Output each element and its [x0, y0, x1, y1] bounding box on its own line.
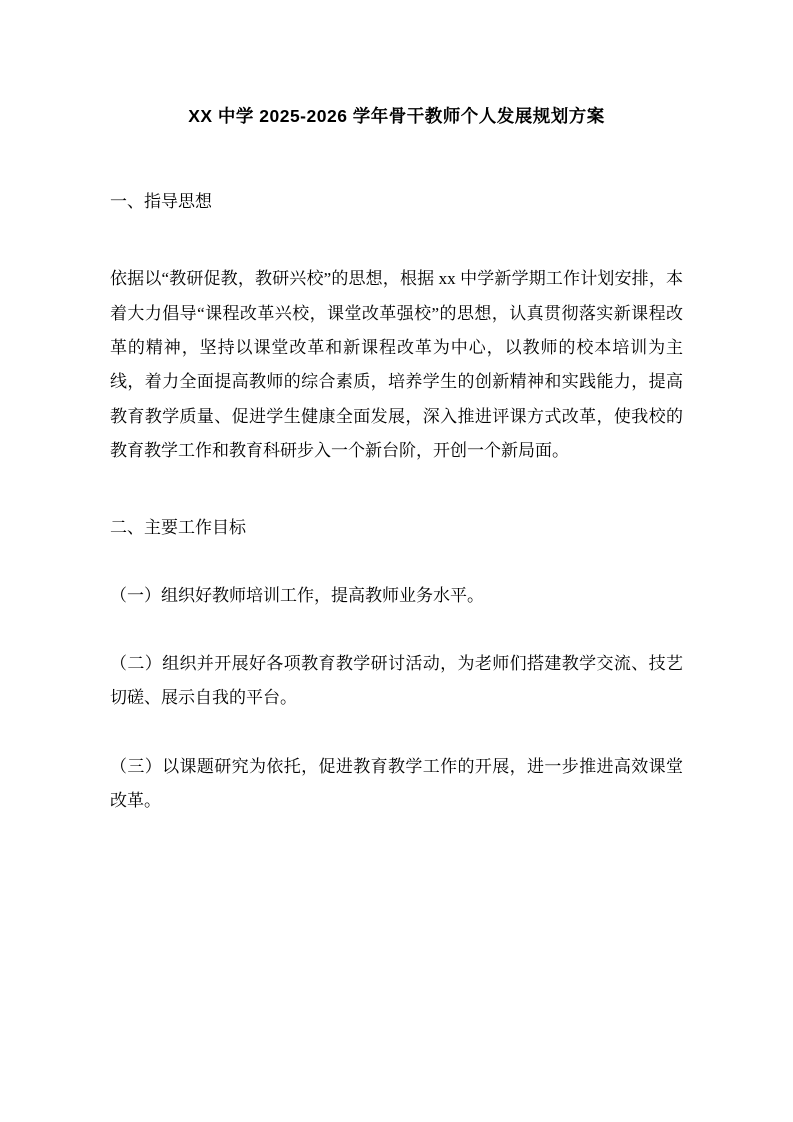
paragraph-goal-2: （二）组织并开展好各项教育教学研讨活动，为老师们搭建教学交流、技艺切磋、展示自我的平台。	[110, 653, 683, 708]
paragraph-goal-3: （三）以课题研究为依托，促进教育教学工作的开展，进一步推进高效课堂改革。	[110, 756, 683, 810]
page-title: XX 中学 2025-2026 学年骨干教师个人发展规划方案	[188, 106, 605, 126]
spacer	[110, 468, 683, 512]
spacer	[110, 613, 683, 647]
section-heading-main-goals: 二、主要工作目标	[110, 518, 246, 538]
spacer	[110, 716, 683, 750]
paragraph-goal-1: （一）组织好教师培训工作，提高教师业务水平。	[110, 585, 484, 605]
spacer	[110, 218, 683, 262]
spacer	[110, 130, 683, 186]
section-heading-guiding-thought: 一、指导思想	[110, 192, 212, 211]
paragraph-guiding-thought: 依据以“教研促教，教研兴校”的思想，根据 xx 中学新学期工作计划安排，本着大力倡导“课程改革兴校，课堂改革强校”的思想，认真贯彻落实新课程改革的精神，坚持以课堂改革和新课程改革为中心，以教师的校本培训为主线，着力全面提高教师的综合素质，培养学生的创新精神和实践能力，提高教育教学质量、促进学生健康全面发展，深入推进评课方式改革，使我校的教育教学工作和教育科研步入一个新台阶，开创一个新局面。	[110, 269, 683, 460]
spacer	[110, 545, 683, 579]
